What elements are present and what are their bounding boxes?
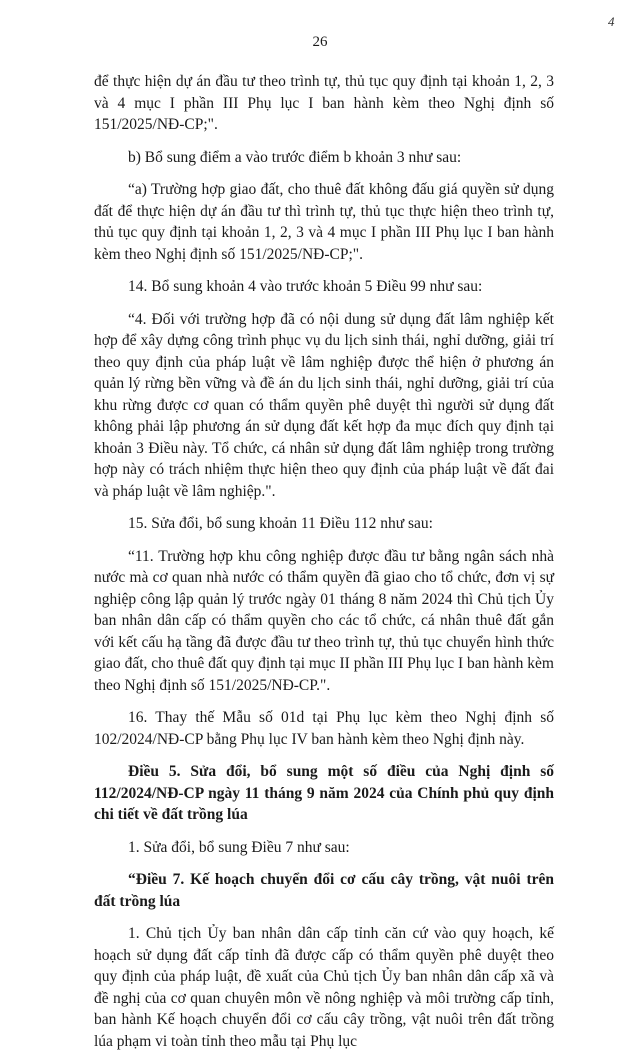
paragraph: 16. Thay thế Mẫu số 01d tại Phụ lục kèm theo Nghị định số 102/2024/NĐ-CP bằng Phụ lục IV ban hành kèm theo Nghị định này. xyxy=(94,709,554,748)
document-body xyxy=(94,71,554,1052)
page-number: 26 xyxy=(312,34,328,50)
paragraph: 1. Chủ tịch Ủy ban nhân dân cấp tỉnh căn cứ vào quy hoạch, kế hoạch sử dụng đất cấp tỉnh đã được cấp có thẩm quyền phê duyệt theo quy định của pháp luật, đề xuất của Chủ tịch Ủy ban nhân dân cấp xã và đề nghị của cơ quan chuyên môn về nông nghiệp và môi trường cấp tỉnh, ban hành Kế hoạch chuyển đổi cơ cấu cây trồng, vật nuôi trên đất trồng lúa phạm vi toàn tỉnh theo mẫu tại Phụ lục xyxy=(94,925,554,1050)
paragraph: “11. Trường hợp khu công nghiệp được đầu tư bằng ngân sách nhà nước mà cơ quan nhà nước có thẩm quyền đã giao cho tổ chức, đơn vị sự nghiệp công lập quản lý trước ngày 01 tháng 8 năm 2024 thì Chủ tịch Ủy ban nhân dân cấp có thẩm quyền cho các tổ chức, cá nhân thuê đất gắn với kết cấu hạ tầng đã được đầu tư theo trình tự, thủ tục chuyển hình thức giao đất, cho thuê đất quy định tại mục II phần III Phụ lục I ban hành kèm theo Nghị định số 151/2025/NĐ-CP.". xyxy=(94,547,554,694)
paragraph: “a) Trường hợp giao đất, cho thuê đất không đấu giá quyền sử dụng đất để thực hiện dự án đầu tư thì trình tự, thủ tục thực hiện theo trình tự, thủ tục quy định tại khoản 1, 2, 3 và 4 mục I phần III Phụ lục I ban hành kèm theo Nghị định số 151/2025/NĐ-CP;". xyxy=(94,181,554,263)
section-heading: Điều 5. Sửa đổi, bổ sung một số điều của Nghị định số 112/2024/NĐ-CP ngày 11 tháng 9 năm 2024 của Chính phủ quy định chi tiết về đất trồng lúa xyxy=(94,763,554,823)
paragraph: 1. Sửa đổi, bổ sung Điều 7 như sau: xyxy=(128,838,350,856)
paragraph: để thực hiện dự án đầu tư theo trình tự, thủ tục quy định tại khoản 1, 2, 3 và 4 mục I phần III Phụ lục I ban hành kèm theo Nghị định số 151/2025/NĐ-CP;". xyxy=(94,73,554,133)
section-heading: “Điều 7. Kế hoạch chuyển đổi cơ cấu cây trồng, vật nuôi trên đất trồng lúa xyxy=(94,871,554,910)
corner-mark: 4 xyxy=(608,14,615,29)
paragraph: 15. Sửa đổi, bổ sung khoản 11 Điều 112 như sau: xyxy=(128,515,433,532)
paragraph: b) Bổ sung điểm a vào trước điểm b khoản 3 như sau: xyxy=(128,148,462,166)
paragraph: 14. Bổ sung khoản 4 vào trước khoản 5 Điều 99 như sau: xyxy=(128,278,483,295)
paragraph: “4. Đối với trường hợp đã có nội dung sử dụng đất lâm nghiệp kết hợp để xây dựng công trình phục vụ du lịch sinh thái, nghỉ dưỡng, giải trí theo quy định của pháp luật về lâm nghiệp được thể hiện ở phương án quản lý rừng bền vững và đề án du lịch sinh thái, nghỉ dưỡng, giải trí của khu rừng được cơ quan có thẩm quyền phê duyệt thì người sử dụng đất không phải lập phương án sử dụng đất kết hợp đa mục đích quy định tại khoản 3 Điều này. Tổ chức, cá nhân sử dụng đất lâm nghiệp trong trường hợp này có trách nhiệm thực hiện theo quy định của pháp luật về đất đai và pháp luật về lâm nghiệp.". xyxy=(94,310,554,500)
